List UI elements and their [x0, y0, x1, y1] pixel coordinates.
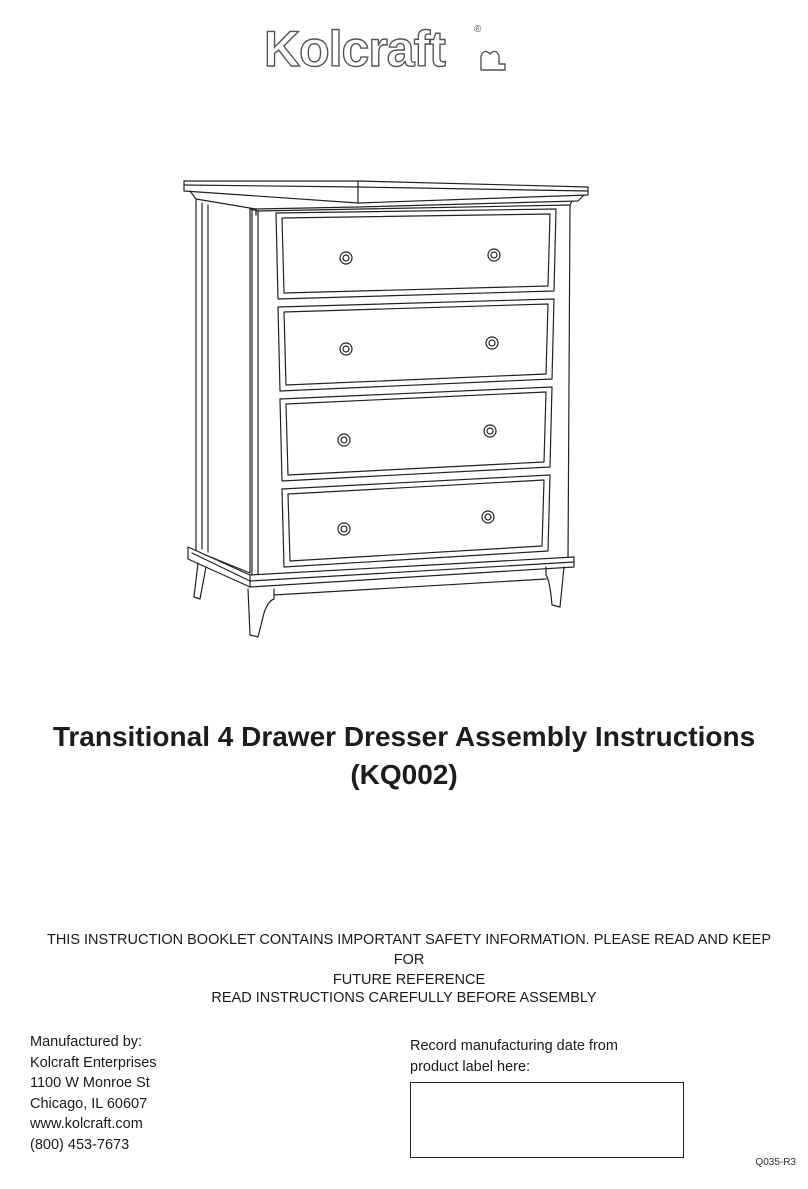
document-title: Transitional 4 Drawer Dresser Assembly Instructions — [52, 721, 756, 752]
drawer-3 — [280, 387, 552, 481]
safety-notice-line-2: FUTURE REFERENCE — [332, 972, 486, 988]
manufacturer-info — [30, 1032, 157, 1155]
manufacturer-city: Chicago, IL 60607 — [30, 1095, 148, 1112]
manufacturer-street: 1100 W Monroe St — [30, 1075, 150, 1091]
manufacturer-website: www.kolcraft.com — [30, 1116, 143, 1132]
drawer-knobs — [338, 249, 500, 535]
kolcraft-logo — [262, 18, 512, 80]
drawer-1 — [276, 209, 556, 299]
record-date-instructions — [410, 1036, 618, 1077]
manufacturer-label: Manufactured by: — [30, 1034, 143, 1050]
manufacturer-company: Kolcraft Enterprises — [30, 1054, 157, 1071]
safety-notice-line-1: THIS INSTRUCTION BOOKLET CONTAINS IMPORTANT SAFETY INFORMATION. PLEASE READ AND KEEP FOR — [46, 932, 772, 968]
drawer-4 — [282, 475, 550, 567]
manufacturing-date-box — [410, 1082, 684, 1158]
dresser-side — [196, 199, 250, 573]
record-line-2: product label here: — [410, 1058, 531, 1075]
document-code: Q035-R3 — [755, 1157, 796, 1168]
manufacturer-phone: (800) 453-7673 — [30, 1136, 130, 1153]
heart-icon — [481, 51, 505, 70]
logo-wordmark: Kolcraft — [264, 21, 445, 77]
read-instructions-notice: READ INSTRUCTIONS CAREFULLY BEFORE ASSEMBLY — [211, 990, 597, 1006]
dresser-front-frame — [250, 201, 572, 561]
registered-mark: ® — [474, 24, 482, 35]
title-block — [0, 718, 808, 794]
record-line-1: Record manufacturing date from — [410, 1038, 618, 1054]
drawer-2 — [278, 299, 554, 391]
dresser-illustration — [170, 165, 600, 655]
dresser-top — [184, 181, 588, 203]
model-number: (KQ002) — [350, 759, 458, 790]
safety-notice — [40, 930, 778, 990]
